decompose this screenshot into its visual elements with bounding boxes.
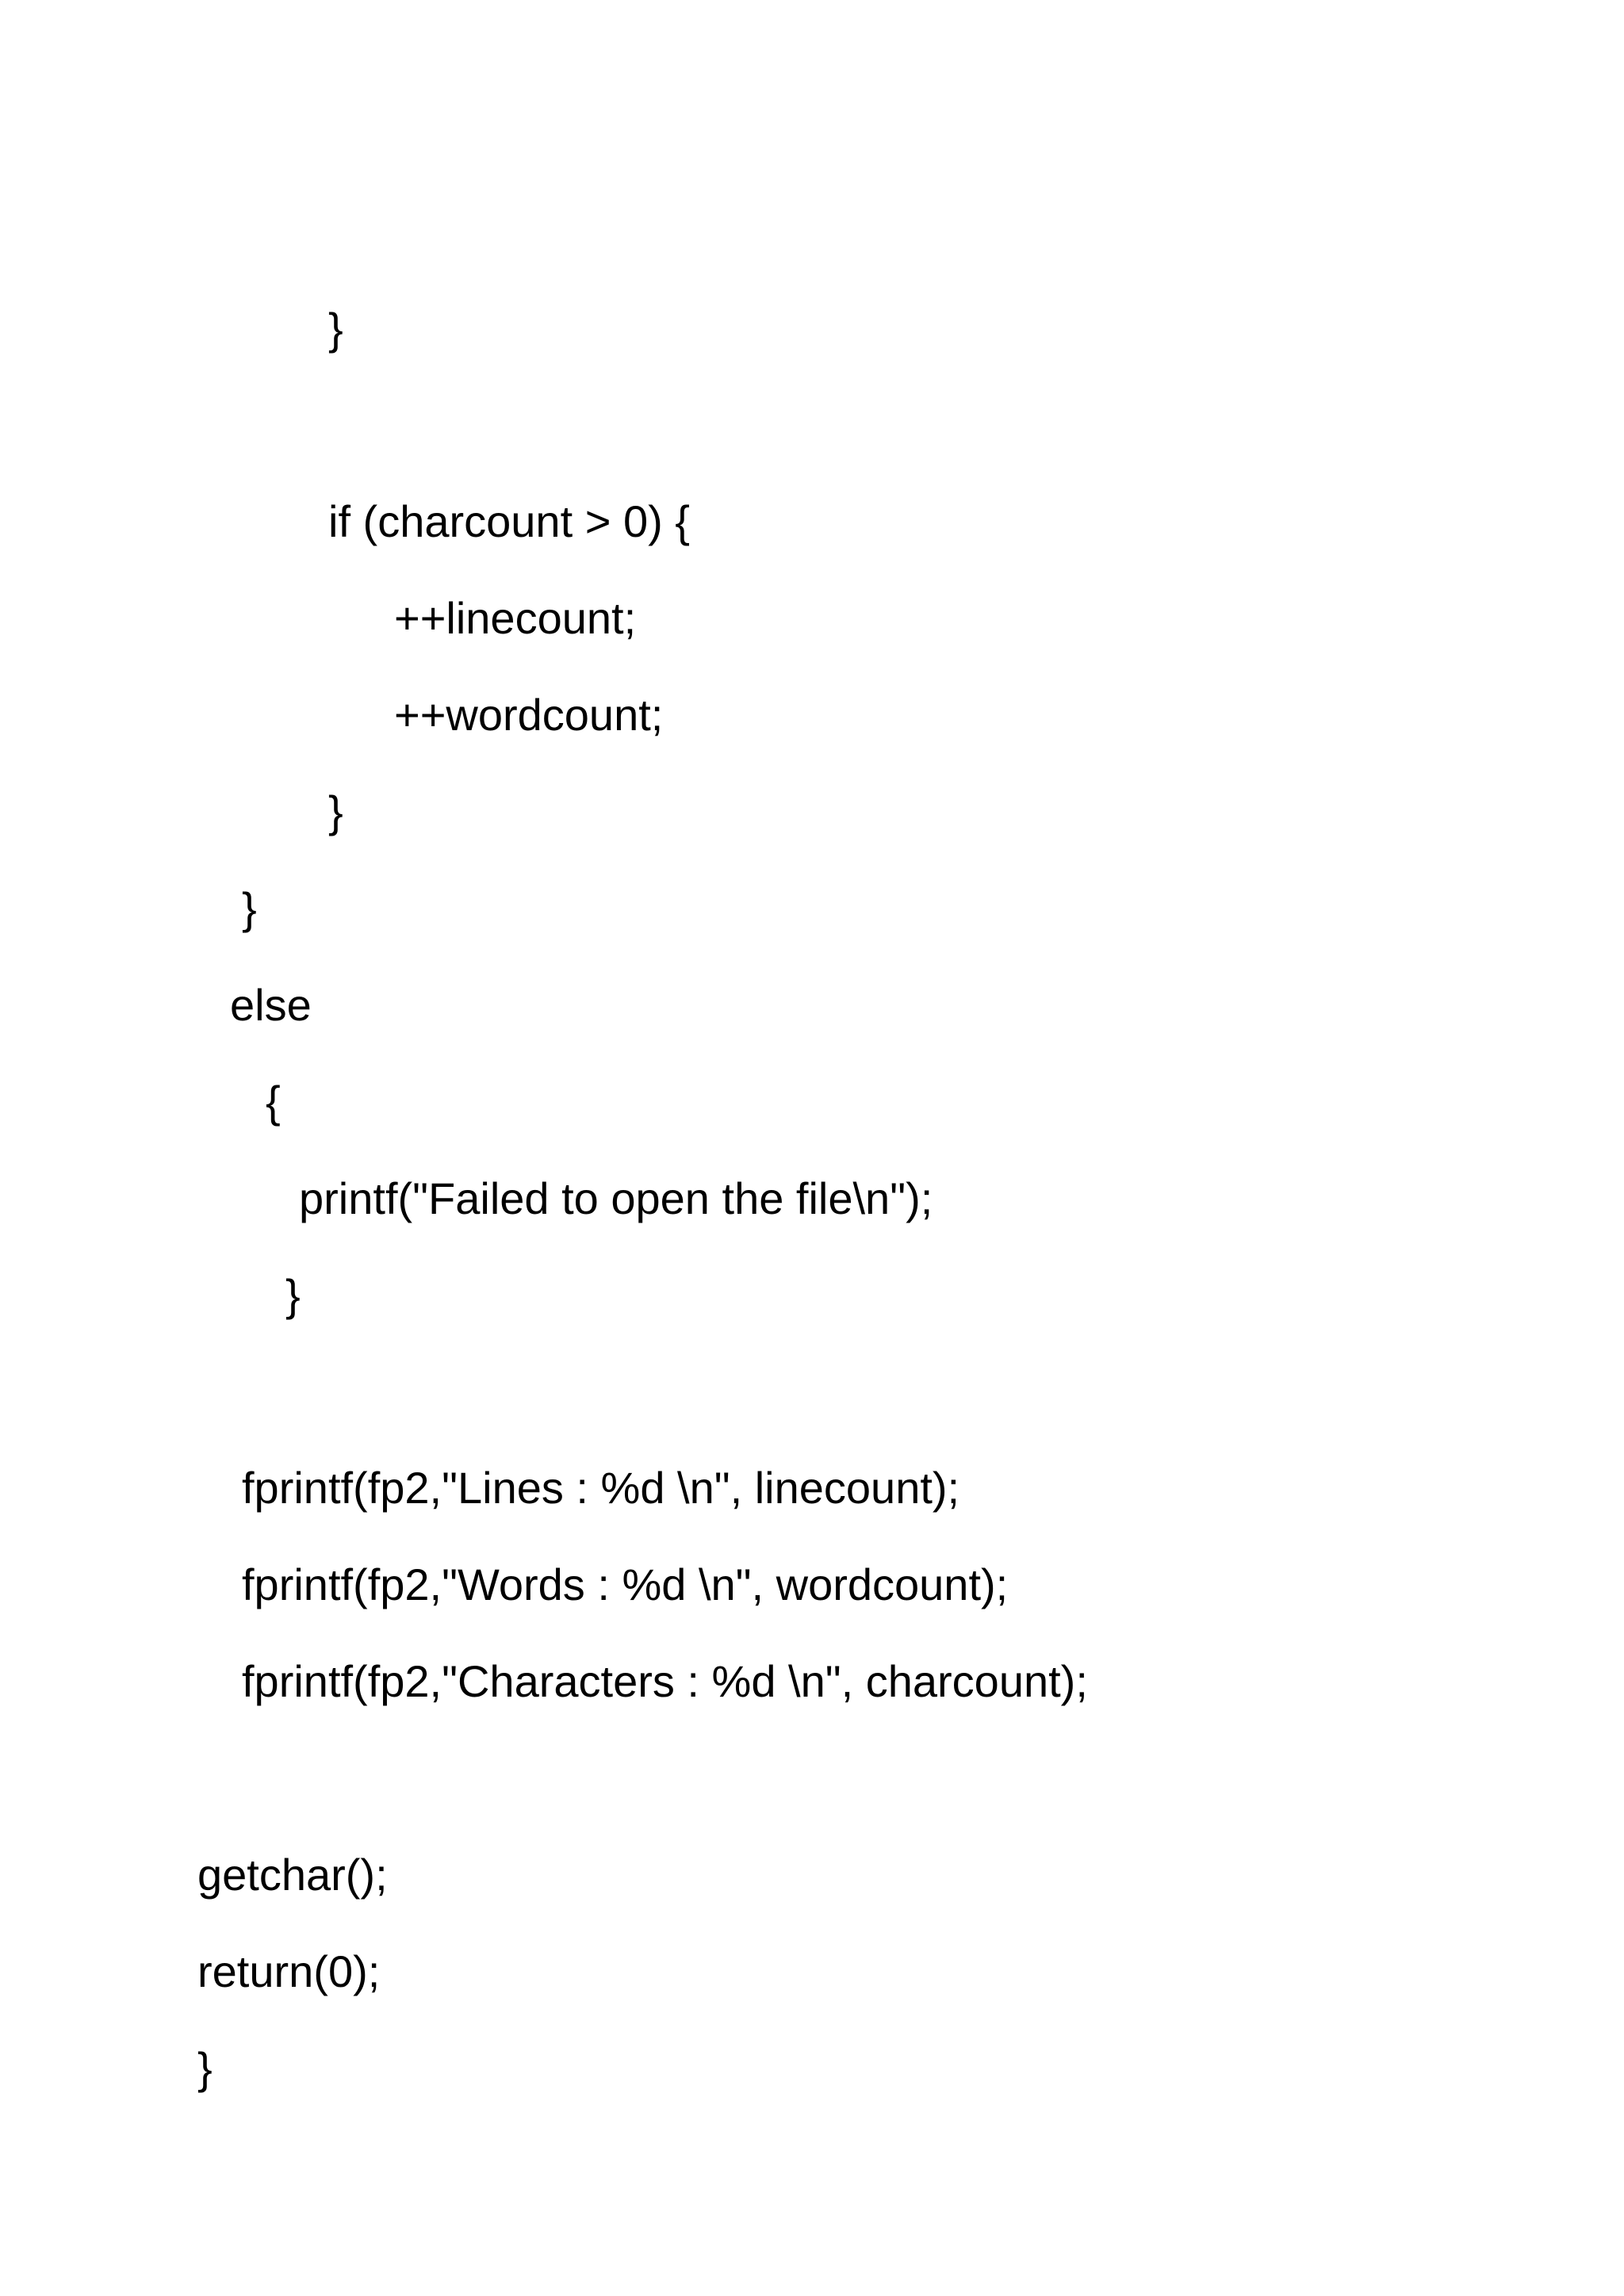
code-line-close-brace: }	[328, 304, 343, 354]
code-line-return: return(0);	[197, 1946, 381, 1996]
code-line-close-brace: }	[197, 2043, 213, 2093]
code-line-fprintf-lines: fprintf(fp2,"Lines : %d \n", linecount);	[242, 1463, 960, 1513]
code-line-if-charcount: if (charcount > 0) {	[328, 496, 691, 546]
code-line-fprintf-characters: fprintf(fp2,"Characters : %d \n", charcount);	[242, 1656, 1088, 1706]
code-line-else: else	[230, 980, 312, 1030]
code-line-fprintf-words: fprintf(fp2,"Words : %d \n", wordcount);	[242, 1559, 1009, 1609]
code-line-open-brace: {	[266, 1077, 281, 1127]
code-line-close-brace: }	[285, 1270, 301, 1320]
code-line-close-brace: }	[328, 786, 343, 836]
code-line-increment-linecount: ++linecount;	[394, 593, 637, 643]
code-line-increment-wordcount: ++wordcount;	[394, 690, 664, 740]
code-line-printf: printf("Failed to open the file\n");	[299, 1173, 933, 1223]
code-line-close-brace: }	[242, 883, 257, 933]
code-line-getchar: getchar();	[197, 1850, 388, 1900]
